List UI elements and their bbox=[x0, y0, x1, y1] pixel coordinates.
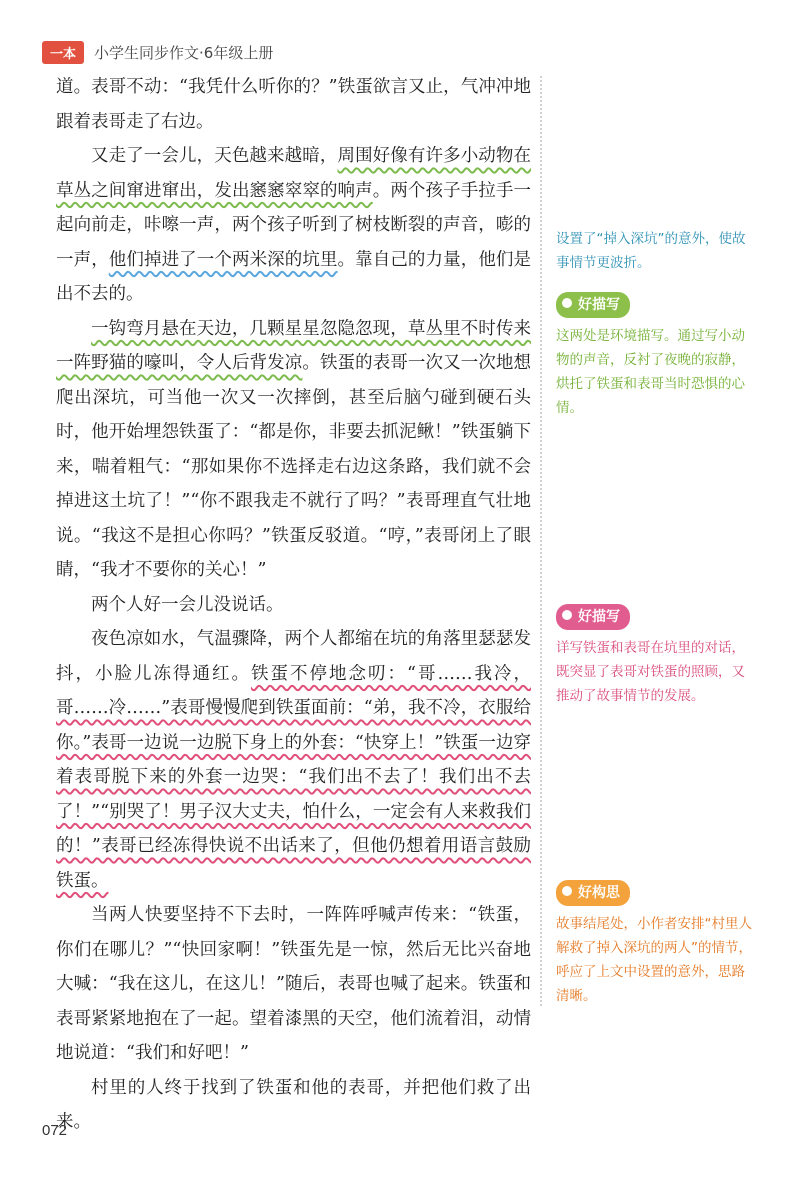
note-4-tag bbox=[556, 880, 630, 906]
column-divider bbox=[540, 76, 542, 1006]
note-3-text: 详写铁蛋和表哥在坑里的对话，既突显了表哥对铁蛋的照顾，又推动了故事情节的发展。 bbox=[556, 640, 745, 704]
paragraph-1: 道。表哥不动：“我凭什么听你的？”铁蛋欲言又止，气冲冲地跟着表哥走了右边。 bbox=[56, 77, 531, 132]
p2-accident-highlight: 他们掉进了一个两米深的坑里 bbox=[108, 249, 338, 270]
side-note-good-description-1 bbox=[556, 292, 756, 420]
page-number: 072 bbox=[42, 1122, 68, 1139]
tag-dot-icon bbox=[562, 886, 572, 896]
note-2-tag-label: 好描写 bbox=[578, 297, 620, 313]
tag-dot-icon bbox=[562, 298, 572, 308]
p2-text-c: 。两个孩子手拉手一起向前走，咔嚓一声，两个孩子听到了树枝断裂的声音，嘭的一声， bbox=[56, 180, 532, 270]
p2-environment-description: 周围好像有许多小动物在草丛之间窜进窜出，发出窸窸窣窣的响声 bbox=[56, 146, 532, 201]
paragraph-4: 两个人好一会儿没说话。 bbox=[91, 594, 284, 615]
note-3-tag-label: 好描写 bbox=[578, 609, 620, 625]
p3-environment-description: 一钩弯月悬在天边，几颗星星忽隐忽现，草丛里不时传来一阵野猫的嚎叫，令人后背发凉 bbox=[56, 318, 531, 373]
note-1-text: 设置了“掉入深坑”的意外，使故事情节更波折。 bbox=[556, 231, 746, 271]
note-3-tag bbox=[556, 604, 630, 630]
note-4-tag-label: 好构思 bbox=[578, 885, 620, 901]
p2-text-a: 又走了一会儿，天色越来越暗， bbox=[91, 146, 338, 166]
note-4-text: 故事结尾处，小作者安排“村里人解救了掉入深坑的两人”的情节，呼应了上文中设置的意外，思路清晰。 bbox=[556, 916, 752, 1004]
p5-text-a: 夜色凉如水，气温骤降，两个人都缩在坑的角落里瑟瑟发抖，小脸儿冻得通红。 bbox=[56, 629, 531, 684]
p5-dialogue-highlight: 铁蛋不停地念叨：“哥……我冷，哥……冷……”表哥慢慢爬到铁蛋面前：“弟，我不冷，衣服给你。”表哥一边说一边脱下身上的外套：“快穿上！”铁蛋一边穿着表哥脱下来的外套一边哭：“我们出不去了！我们出不去了！”“别哭了！男子汉大丈夫，怕什么，一定会有人来救我们的！”表哥已经冻得快说不出话来了，但他仍想着用语言鼓励铁蛋。 bbox=[56, 663, 532, 891]
paragraph-7: 村里的人终于找到了铁蛋和他的表哥，并把他们救了出来。 bbox=[56, 1077, 531, 1132]
side-note-accident bbox=[556, 227, 756, 275]
paragraph-6: 当两人快要坚持不下去时，一阵阵呼喊声传来：“铁蛋，你们在哪儿？”“快回家啊！”铁蛋先是一惊，然后无比兴奋地大喊：“我在这儿，在这儿！”随后，表哥也喊了起来。铁蛋和表哥紧紧地抱在了一起。望着漆黑的天空，他们流着泪，动情地说道：“我们和好吧！” bbox=[56, 905, 531, 1063]
page-header bbox=[42, 40, 273, 64]
side-note-good-structure bbox=[556, 880, 756, 1008]
paragraph-5 bbox=[56, 622, 531, 898]
p2-text-e: 。靠自己的力量，他们是出不去的。 bbox=[56, 249, 532, 304]
article-body bbox=[56, 70, 531, 1140]
p3-text-b: 。铁蛋的表哥一次又一次地想爬出深坑，可当他一次又一次摔倒，甚至后脑勺碰到硬石头时，他开始埋怨铁蛋了：“都是你，非要去抓泥鳅！”铁蛋躺下来，喘着粗气：“那如果你不选择走右边这条路，我们就不会掉进这土坑了！”“你不跟我走不就行了吗？”表哥理直气壮地说。“我这不是担心你吗？”铁蛋反驳道。“哼，”表哥闭上了眼睛，“我才不要你的关心！” bbox=[56, 353, 532, 580]
brand-badge: 一本 bbox=[42, 41, 84, 64]
note-2-tag bbox=[556, 292, 630, 318]
paragraph-2 bbox=[56, 139, 531, 312]
tag-dot-icon bbox=[562, 610, 572, 620]
book-title: 小学生同步作文·6年级上册 bbox=[94, 43, 274, 62]
note-2-text: 这两处是环境描写。通过写小动物的声音，反衬了夜晚的寂静，烘托了铁蛋和表哥当时恐惧的心情。 bbox=[556, 328, 745, 416]
paragraph-3 bbox=[56, 312, 531, 588]
side-note-good-description-2 bbox=[556, 604, 756, 708]
